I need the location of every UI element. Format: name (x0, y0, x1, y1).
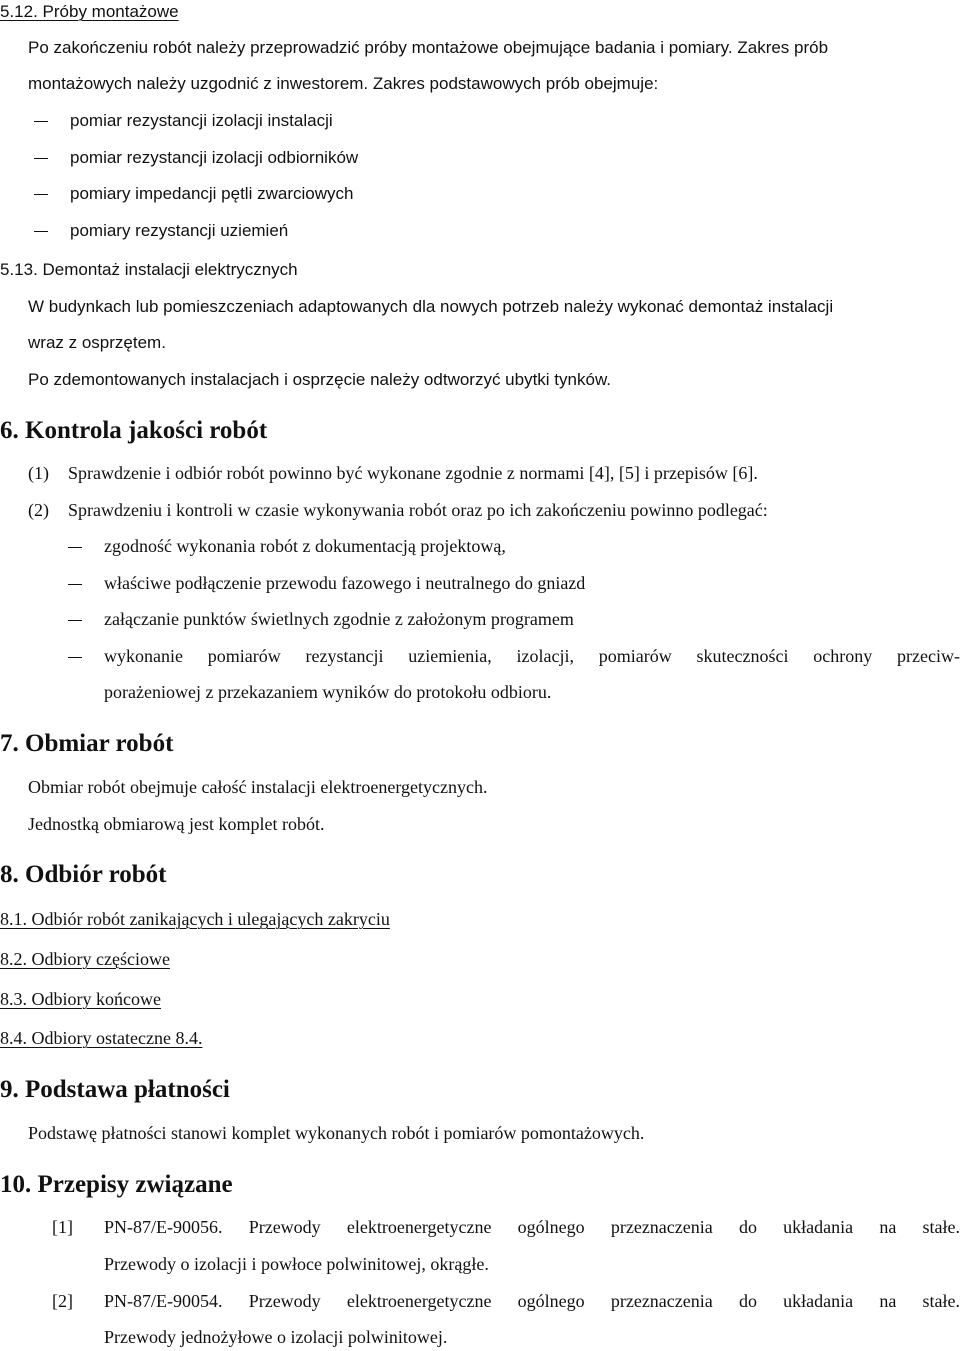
section-heading-8: 8. Odbiór robót (0, 861, 167, 888)
dash-bullet-icon (68, 547, 82, 548)
subsection-heading: 8.2. Odbiory częściowe (0, 949, 170, 969)
paragraph-line: wraz z osprzętem. (28, 333, 166, 352)
reference-text: Przewody o izolacji i powłoce polwinitowej, okrągłe. (104, 1254, 489, 1274)
reference-text: Przewody jednożyłowe o izolacji polwinitowej. (104, 1327, 448, 1347)
paragraph-number: (2) (28, 500, 49, 520)
subsection-heading: 8.1. Odbiór robót zanikających i ulegających zakryciu (0, 909, 390, 929)
paragraph-number: (1) (28, 463, 49, 483)
list-item-text: pomiar rezystancji izolacji odbiorników (70, 148, 359, 167)
dash-bullet-icon (68, 657, 82, 658)
reference-text: PN-87/E-90054. Przewody elektroenergetyczne ogólnego przeznaczenia do układania na stałe. (104, 1291, 960, 1311)
paragraph-line: Podstawę płatności stanowi komplet wykonanych robót i pomiarów pomontażowych. (28, 1123, 645, 1143)
paragraph-line: Jednostką obmiarową jest komplet robót. (28, 814, 325, 834)
reference-number: [1] (52, 1217, 73, 1237)
section-heading-6: 6. Kontrola jakości robót (0, 417, 268, 444)
list-item-text: zgodność wykonania robót z dokumentacją projektową, (104, 536, 506, 556)
section-heading-5-13: 5.13. Demontaż instalacji elektrycznych (0, 260, 298, 279)
list-item-text: załączanie punktów świetlnych zgodnie z założonym programem (104, 609, 574, 629)
reference-text: PN-87/E-90056. Przewody elektroenergetyczne ogólnego przeznaczenia do układania na stałe. (104, 1217, 960, 1237)
section-heading-9: 9. Podstawa płatności (0, 1076, 230, 1103)
dash-bullet-icon (34, 231, 48, 232)
dash-bullet-icon (68, 584, 82, 585)
section-heading-5-12: 5.12. Próby montażowe (0, 2, 179, 21)
paragraph-line: Po zakończeniu robót należy przeprowadzić próby montażowe obejmujące badania i pomiary. Zakres prób (28, 38, 829, 57)
dash-bullet-icon (34, 194, 48, 195)
section-heading-7: 7. Obmiar robót (0, 730, 174, 757)
paragraph-line: Obmiar robót obejmuje całość instalacji elektroenergetycznych. (28, 777, 488, 797)
paragraph-line: montażowych należy uzgodnić z inwestorem. Zakres podstawowych prób obejmuje: (28, 74, 659, 93)
reference-number: [2] (52, 1291, 73, 1311)
paragraph-line: Po zdemontowanych instalacjach i osprzęcie należy odtworzyć ubytki tynków. (28, 370, 612, 389)
list-item-text: pomiary impedancji pętli zwarciowych (70, 184, 354, 203)
list-item-text: właściwe podłączenie przewodu fazowego i neutralnego do gniazd (104, 573, 586, 593)
paragraph-line: Sprawdzenie i odbiór robót powinno być wykonane zgodnie z normami [4], [5] i przepisów [6]. (68, 463, 758, 483)
subsection-heading: 8.4. Odbiory ostateczne 8.4. (0, 1028, 203, 1048)
paragraph-line: W budynkach lub pomieszczeniach adaptowanych dla nowych potrzeb należy wykonać demontaż instalacji (28, 297, 834, 316)
list-item-text-continuation: porażeniowej z przekazaniem wyników do protokołu odbioru. (104, 682, 552, 702)
subsection-heading: 8.3. Odbiory końcowe (0, 989, 161, 1009)
dash-bullet-icon (68, 620, 82, 621)
section-heading-10: 10. Przepisy związane (0, 1171, 233, 1198)
list-item-text: wykonanie pomiarów rezystancji uziemienia, izolacji, pomiarów skuteczności ochrony przeciw- (104, 646, 960, 666)
paragraph-line: Sprawdzeniu i kontroli w czasie wykonywania robót oraz po ich zakończeniu powinno podlegać: (68, 500, 768, 520)
list-item-text: pomiar rezystancji izolacji instalacji (70, 111, 333, 130)
dash-bullet-icon (34, 121, 48, 122)
dash-bullet-icon (34, 158, 48, 159)
list-item-text: pomiary rezystancji uziemień (70, 221, 289, 240)
